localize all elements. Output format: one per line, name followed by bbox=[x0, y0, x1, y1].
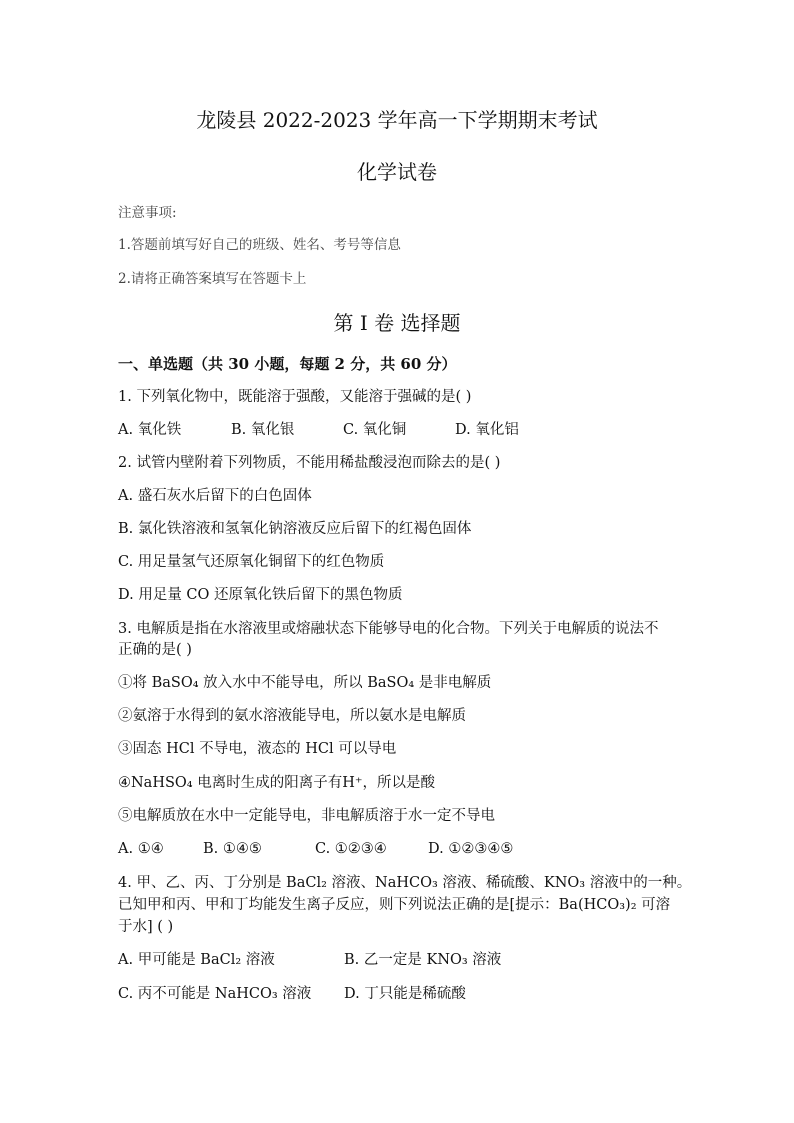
question-4-stem-line-3: 于水] ( ) bbox=[118, 919, 174, 935]
q1-option-a: A. 氧化铁 bbox=[118, 422, 182, 438]
question-2-stem: 2. 试管内壁附着下列物质，不能用稀盐酸浸泡而除去的是( ) bbox=[118, 455, 501, 471]
q4-option-c: C. 丙不可能是 NaHCO₃ 溶液 bbox=[118, 986, 312, 1002]
question-4-stem-line-2: 已知甲和丙、甲和丁均能发生离子反应，则下列说法正确的是[提示：Ba(HCO₃)₂ 可溶 bbox=[118, 897, 671, 913]
q3-option-b: B. ①④⑤ bbox=[203, 841, 262, 857]
notice-heading: 注意事项: bbox=[118, 205, 177, 221]
section-heading: 一、单选题（共 30 小题，每题 2 分，共 60 分） bbox=[118, 355, 457, 373]
q4-option-b: B. 乙一定是 KNO₃ 溶液 bbox=[344, 952, 502, 968]
q2-option-b: B. 氯化铁溶液和氢氧化钠溶液反应后留下的红褐色固体 bbox=[118, 521, 472, 537]
q2-option-c: C. 用足量氢气还原氧化铜留下的红色物质 bbox=[118, 554, 385, 570]
notice-item-1: 1.答题前填写好自己的班级、姓名、考号等信息 bbox=[118, 237, 401, 253]
q1-option-b: B. 氧化银 bbox=[231, 422, 295, 438]
q4-option-d: D. 丁只能是稀硫酸 bbox=[344, 986, 466, 1002]
part-title: 第 I 卷 选择题 bbox=[333, 311, 461, 335]
question-1-stem: 1. 下列氧化物中，既能溶于强酸，又能溶于强碱的是( ) bbox=[118, 389, 472, 405]
q3-statement-2: ②氨溶于水得到的氨水溶液能导电，所以氨水是电解质 bbox=[118, 708, 466, 724]
question-3-stem-line-1: 3. 电解质是指在水溶液里或熔融状态下能够导电的化合物。下列关于电解质的说法不 bbox=[118, 621, 659, 637]
exam-subtitle: 化学试卷 bbox=[357, 160, 437, 184]
q1-option-d: D. 氧化铝 bbox=[455, 422, 519, 438]
q3-statement-3: ③固态 HCl 不导电，液态的 HCl 可以导电 bbox=[118, 741, 397, 757]
q3-option-a: A. ①④ bbox=[118, 841, 164, 857]
q1-option-c: C. 氧化铜 bbox=[343, 422, 407, 438]
q3-statement-5: ⑤电解质放在水中一定能导电，非电解质溶于水一定不导电 bbox=[118, 808, 495, 824]
question-3-stem-line-2: 正确的是( ) bbox=[118, 642, 192, 658]
q3-option-d: D. ①②③④⑤ bbox=[428, 841, 514, 857]
q3-option-c: C. ①②③④ bbox=[315, 841, 387, 857]
exam-title: 龙陵县 2022-2023 学年高一下学期期末考试 bbox=[196, 108, 598, 132]
q2-option-d: D. 用足量 CO 还原氧化铁后留下的黑色物质 bbox=[118, 587, 403, 603]
q4-option-a: A. 甲可能是 BaCl₂ 溶液 bbox=[118, 952, 275, 968]
question-4-stem-line-1: 4. 甲、乙、丙、丁分别是 BaCl₂ 溶液、NaHCO₃ 溶液、稀硫酸、KNO₃ 溶液中的一种。 bbox=[118, 875, 692, 891]
q2-option-a: A. 盛石灰水后留下的白色固体 bbox=[118, 488, 312, 504]
q3-statement-1: ①将 BaSO₄ 放入水中不能导电，所以 BaSO₄ 是非电解质 bbox=[118, 675, 492, 691]
notice-item-2: 2.请将正确答案填写在答题卡上 bbox=[118, 271, 307, 287]
q3-statement-4: ④NaHSO₄ 电离时生成的阳离子有H⁺，所以是酸 bbox=[118, 775, 436, 791]
